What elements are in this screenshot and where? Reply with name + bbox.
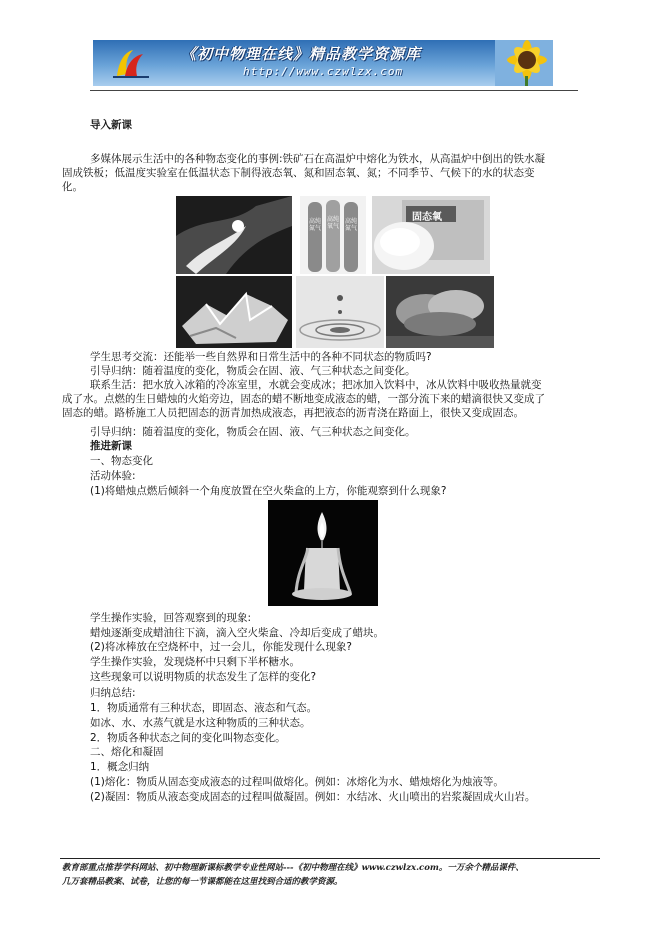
freezing-definition: (2)凝固：物质从液态变成固态的过程叫做凝固。例如：水结冰、火山喷出的岩浆凝固成火山岩。 (90, 791, 536, 803)
advance-heading: 推进新课 (90, 440, 132, 452)
molten-iron-photo (176, 196, 292, 274)
solid-oxygen-label: 固态氧 (412, 212, 442, 223)
candle-photo (268, 500, 378, 606)
header-banner (93, 40, 553, 86)
intro-heading: 导入新课 (90, 119, 132, 131)
summary-example: 如冰、水、水蒸气就是水这种物质的三种状态。 (90, 717, 311, 729)
observation-1: 蜡烛逐渐变成蜡油往下滴，滴入空火柴盒、冷却后变成了蜡块。 (90, 627, 384, 639)
guide-summary-1: 引导归纳：随着温度的变化，物质会在固、液、气三种状态之间变化。 (90, 365, 416, 377)
banner-url: http://www.czwlzx.com (243, 65, 404, 78)
student-operation-2: 学生操作实验，发现烧杯中只剩下半杯糖水。 (90, 656, 300, 668)
activity-label: 活动体验: (90, 470, 136, 482)
student-question: 学生思考交流：还能举一些自然界和日常生活中的各种不同状态的物质吗? (90, 351, 432, 363)
banner-title: 《初中物理在线》精品教学资源库 (181, 45, 422, 63)
summary-label: 归纳总结: (90, 687, 136, 699)
concept-heading: 1．概念归纳 (90, 761, 150, 773)
sunflower-icon (495, 40, 553, 86)
water-drop-photo (296, 276, 384, 348)
intro-paragraph: 多媒体展示生活中的各种物态变化的事例:铁矿石在高温炉中熔化为铁水，从高温炉中倒出的铁水凝固成铁板；低温度实验室在低温状态下制得液态氧、氮和固态氧、氮；不同季节、气候下的水的状态变化。 (62, 153, 546, 193)
cylinder-label-3: 高纯氮气 (345, 218, 358, 232)
student-operation-1: 学生操作实验，回答观察到的现象: (90, 612, 252, 624)
life-connection-paragraph: 联系生活：把水放入冰箱的冷冻室里，水就会变成冰；把冰加入饮料中，冰从饮料中吸收热量就变成了水。点燃的生日蜡烛的火焰旁边，固态的蜡不断地变成液态的蜡，一部分流下来的蜡滴很快又变成了固态的蜡。路桥施工人员把固态的沥青加热成液态，再把液态的沥青浇在路面上，很快又变成固态。 (62, 379, 545, 419)
summary-point-2: 2．物质各种状态之间的变化叫物态变化。 (90, 732, 286, 744)
guide-summary-2: 引导归纳：随着温度的变化，物质会在固、液、气三种状态之间变化。 (90, 426, 416, 438)
summary-point-1: 1．物质通常有三种状态，即固态、液态和气态。 (90, 702, 318, 714)
melting-definition: (1)熔化：物质从固态变成液态的过程叫做熔化。例如：冰熔化为水、蜡烛熔化为烛液等。 (90, 776, 504, 788)
cylinder-label-1: 高纯氮气 (309, 218, 322, 232)
footer-divider (60, 858, 600, 859)
part-2-heading: 二、熔化和凝固 (90, 746, 164, 758)
experiment-1: (1)将蜡烛点燃后倾斜一个角度放置在空火柴盒的上方，你能观察到什么现象? (90, 485, 447, 497)
experiment-2: (2)将冰棒放在空烧杯中，过一会儿，你能发现什么现象? (90, 641, 352, 653)
steam-photo (386, 276, 494, 348)
ice-photo (176, 276, 292, 348)
part-1-heading: 一、物态变化 (90, 455, 153, 467)
header-divider (90, 90, 578, 91)
site-logo-icon (111, 46, 151, 80)
question-2: 这些现象可以说明物质的状态发生了怎样的变化? (90, 671, 317, 683)
solid-oxygen-photo (372, 196, 490, 274)
footer-line-2: 几万套精品教案、试卷，让您的每一节课都能在这里找到合适的教学资源。 (62, 877, 343, 887)
cylinder-label-2: 高纯氧气 (327, 216, 340, 230)
gas-cylinders-photo (300, 196, 366, 274)
footer-line-1: 教育部重点推荐学科网站、初中物理新课标教学专业性网站---《初中物理在线》www.czwlzx.com。一万余个精品课件、 (62, 863, 524, 873)
